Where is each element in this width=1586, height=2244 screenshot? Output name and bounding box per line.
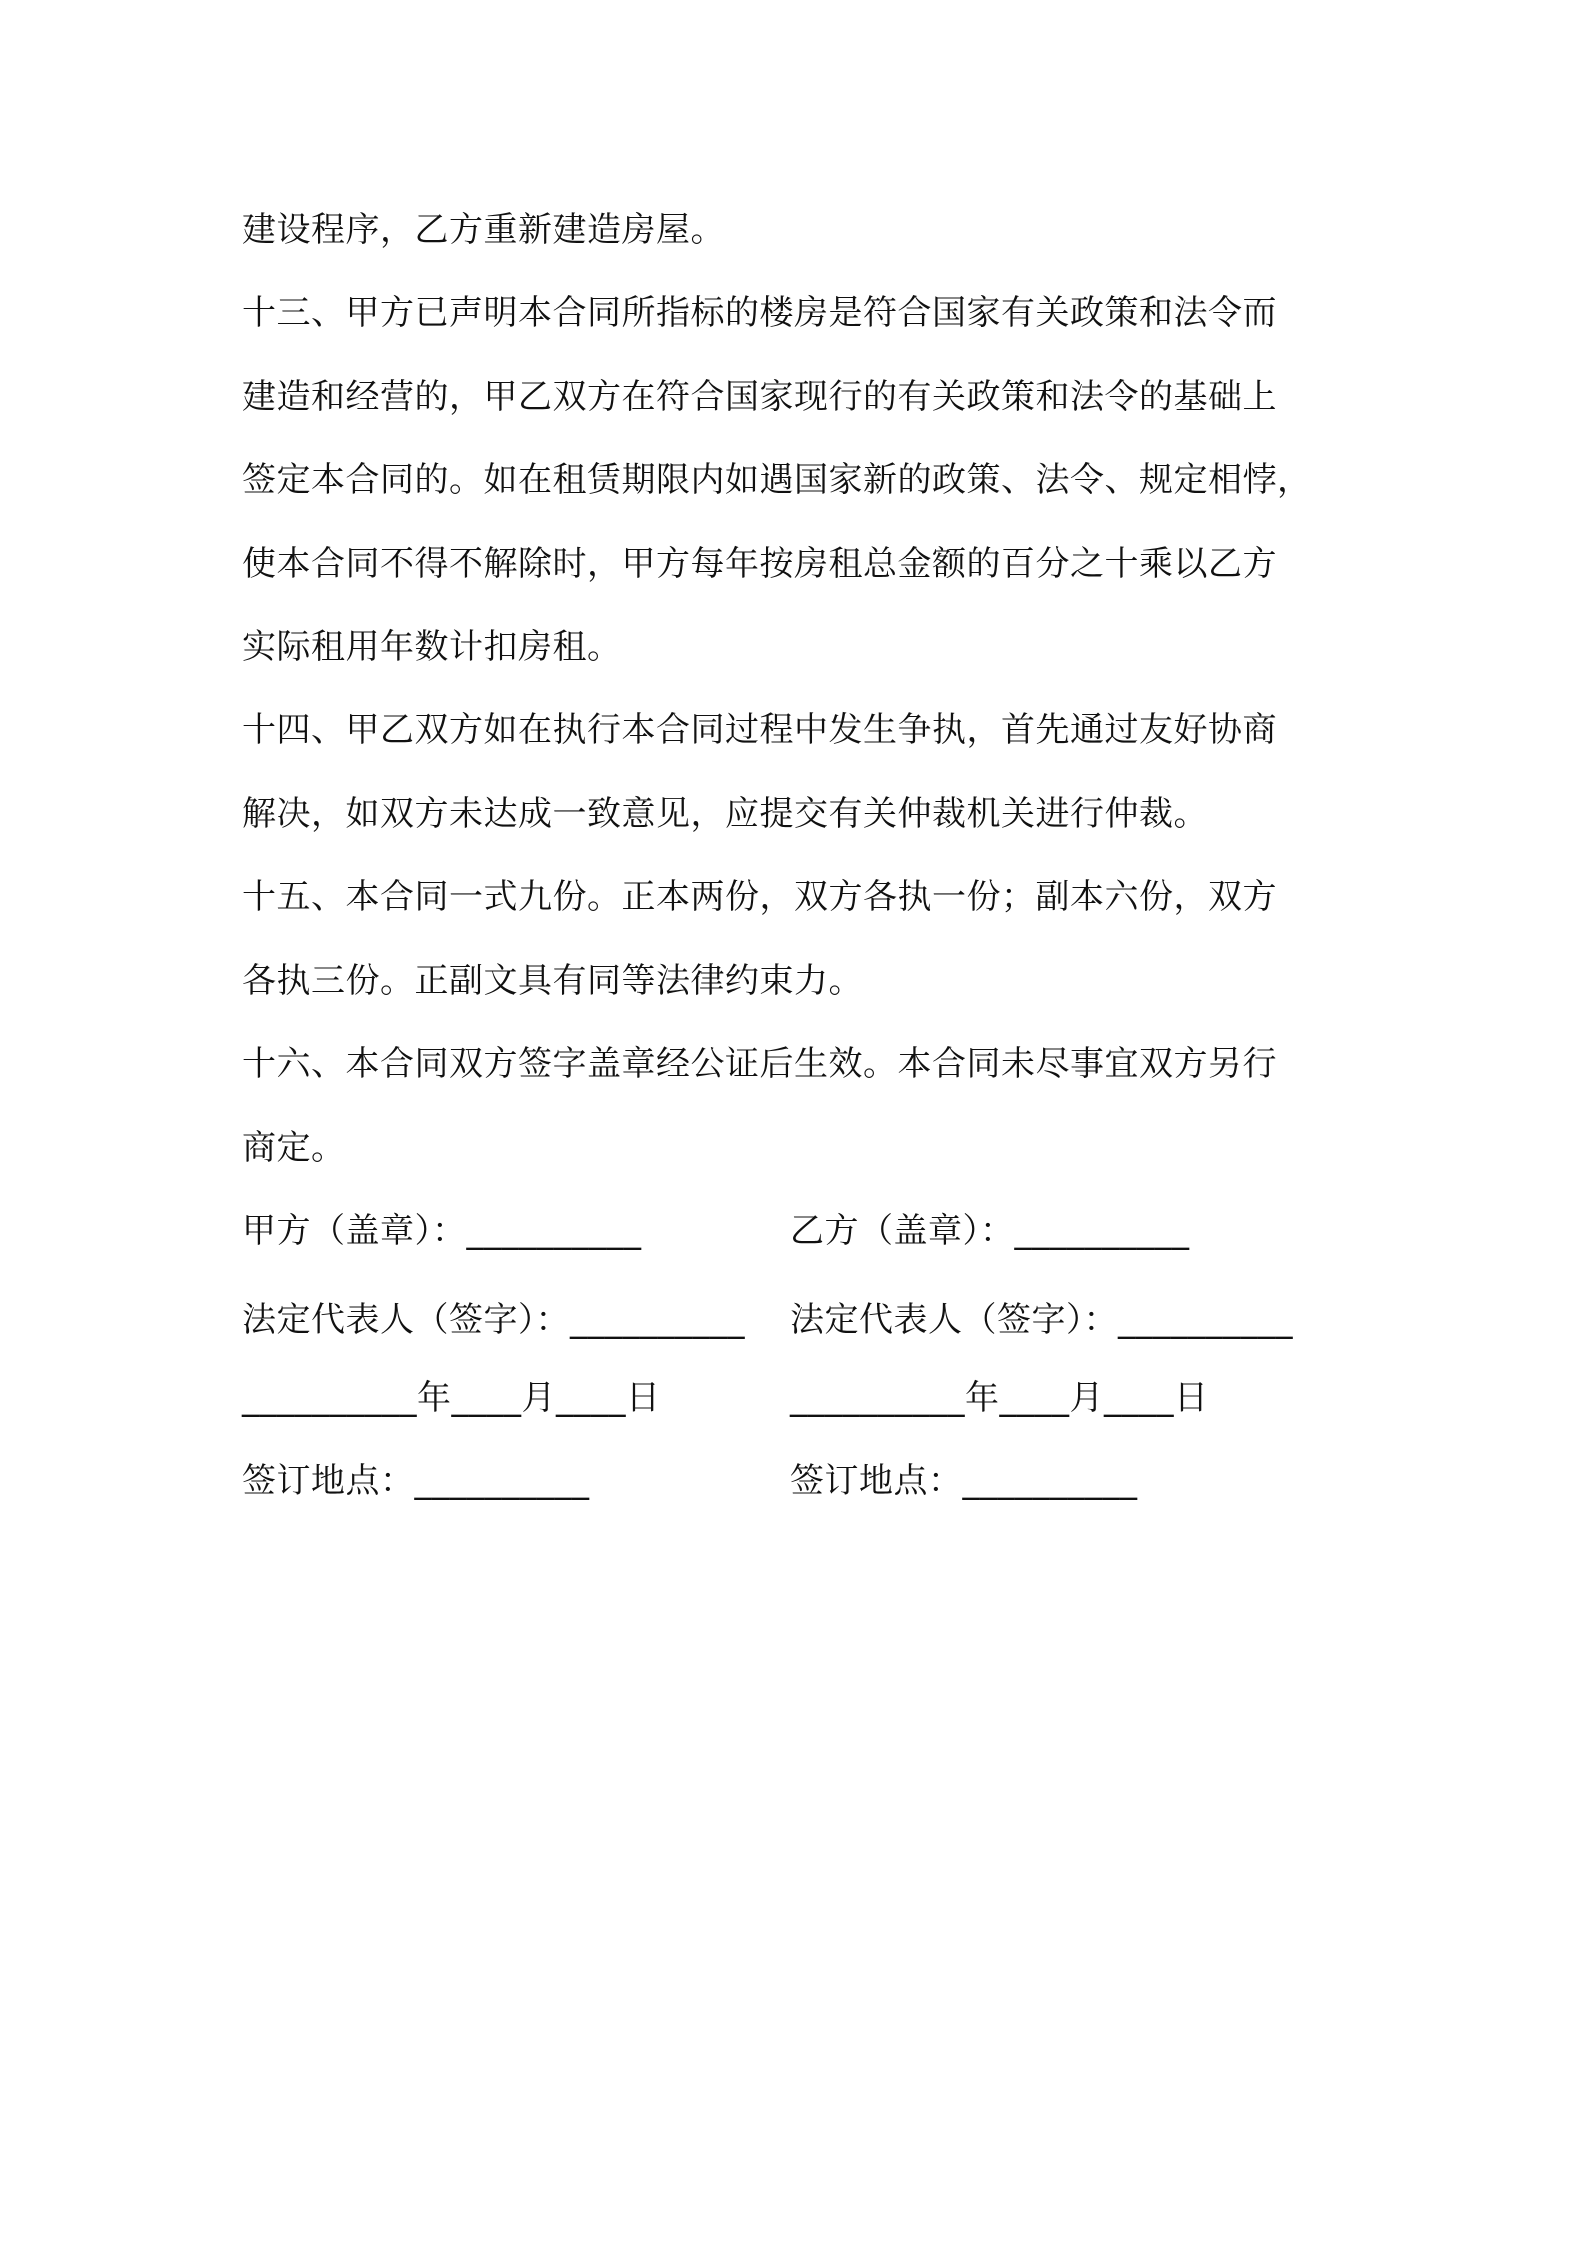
clause-14-line-1: 十四、甲乙双方如在执行本合同过程中发生争执，首先通过友好协商 <box>242 710 1277 750</box>
party-a-seal: 甲方（盖章）：__________ <box>242 1211 642 1251</box>
clause-13-line-5: 实际租用年数计扣房租。 <box>242 627 622 667</box>
party-a-representative: 法定代表人（签字）：__________ <box>242 1300 745 1340</box>
clause-16-line-2: 商定。 <box>242 1128 346 1168</box>
party-b-seal: 乙方（盖章）：__________ <box>790 1211 1190 1251</box>
clause-12-line-end: 建设程序，乙方重新建造房屋。 <box>242 210 725 250</box>
clause-13-line-3: 签定本合同的。如在租赁期限内如遇国家新的政策、法令、规定相悖， <box>242 460 1312 500</box>
clause-16-line-1: 十六、本合同双方签字盖章经公证后生效。本合同未尽事宜双方另行 <box>242 1044 1277 1084</box>
party-b-place: 签订地点：__________ <box>790 1461 1138 1501</box>
clause-15-line-2: 各执三份。正副文具有同等法律约束力。 <box>242 961 863 1001</box>
party-b-representative: 法定代表人（签字）：__________ <box>790 1300 1293 1340</box>
party-a-place: 签订地点：__________ <box>242 1461 590 1501</box>
party-b-date: __________年____月____日 <box>790 1378 1209 1418</box>
clause-14-line-2: 解决，如双方未达成一致意见，应提交有关仲裁机关进行仲裁。 <box>242 794 1208 834</box>
clause-13-line-4: 使本合同不得不解除时，甲方每年按房租总金额的百分之十乘以乙方 <box>242 544 1277 584</box>
clause-13-line-2: 建造和经营的，甲乙双方在符合国家现行的有关政策和法令的基础上 <box>242 377 1277 417</box>
clause-15-line-1: 十五、本合同一式九份。正本两份，双方各执一份；副本六份，双方 <box>242 877 1277 917</box>
party-a-date: __________年____月____日 <box>242 1378 661 1418</box>
clause-13-line-1: 十三、甲方已声明本合同所指标的楼房是符合国家有关政策和法令而 <box>242 293 1277 333</box>
